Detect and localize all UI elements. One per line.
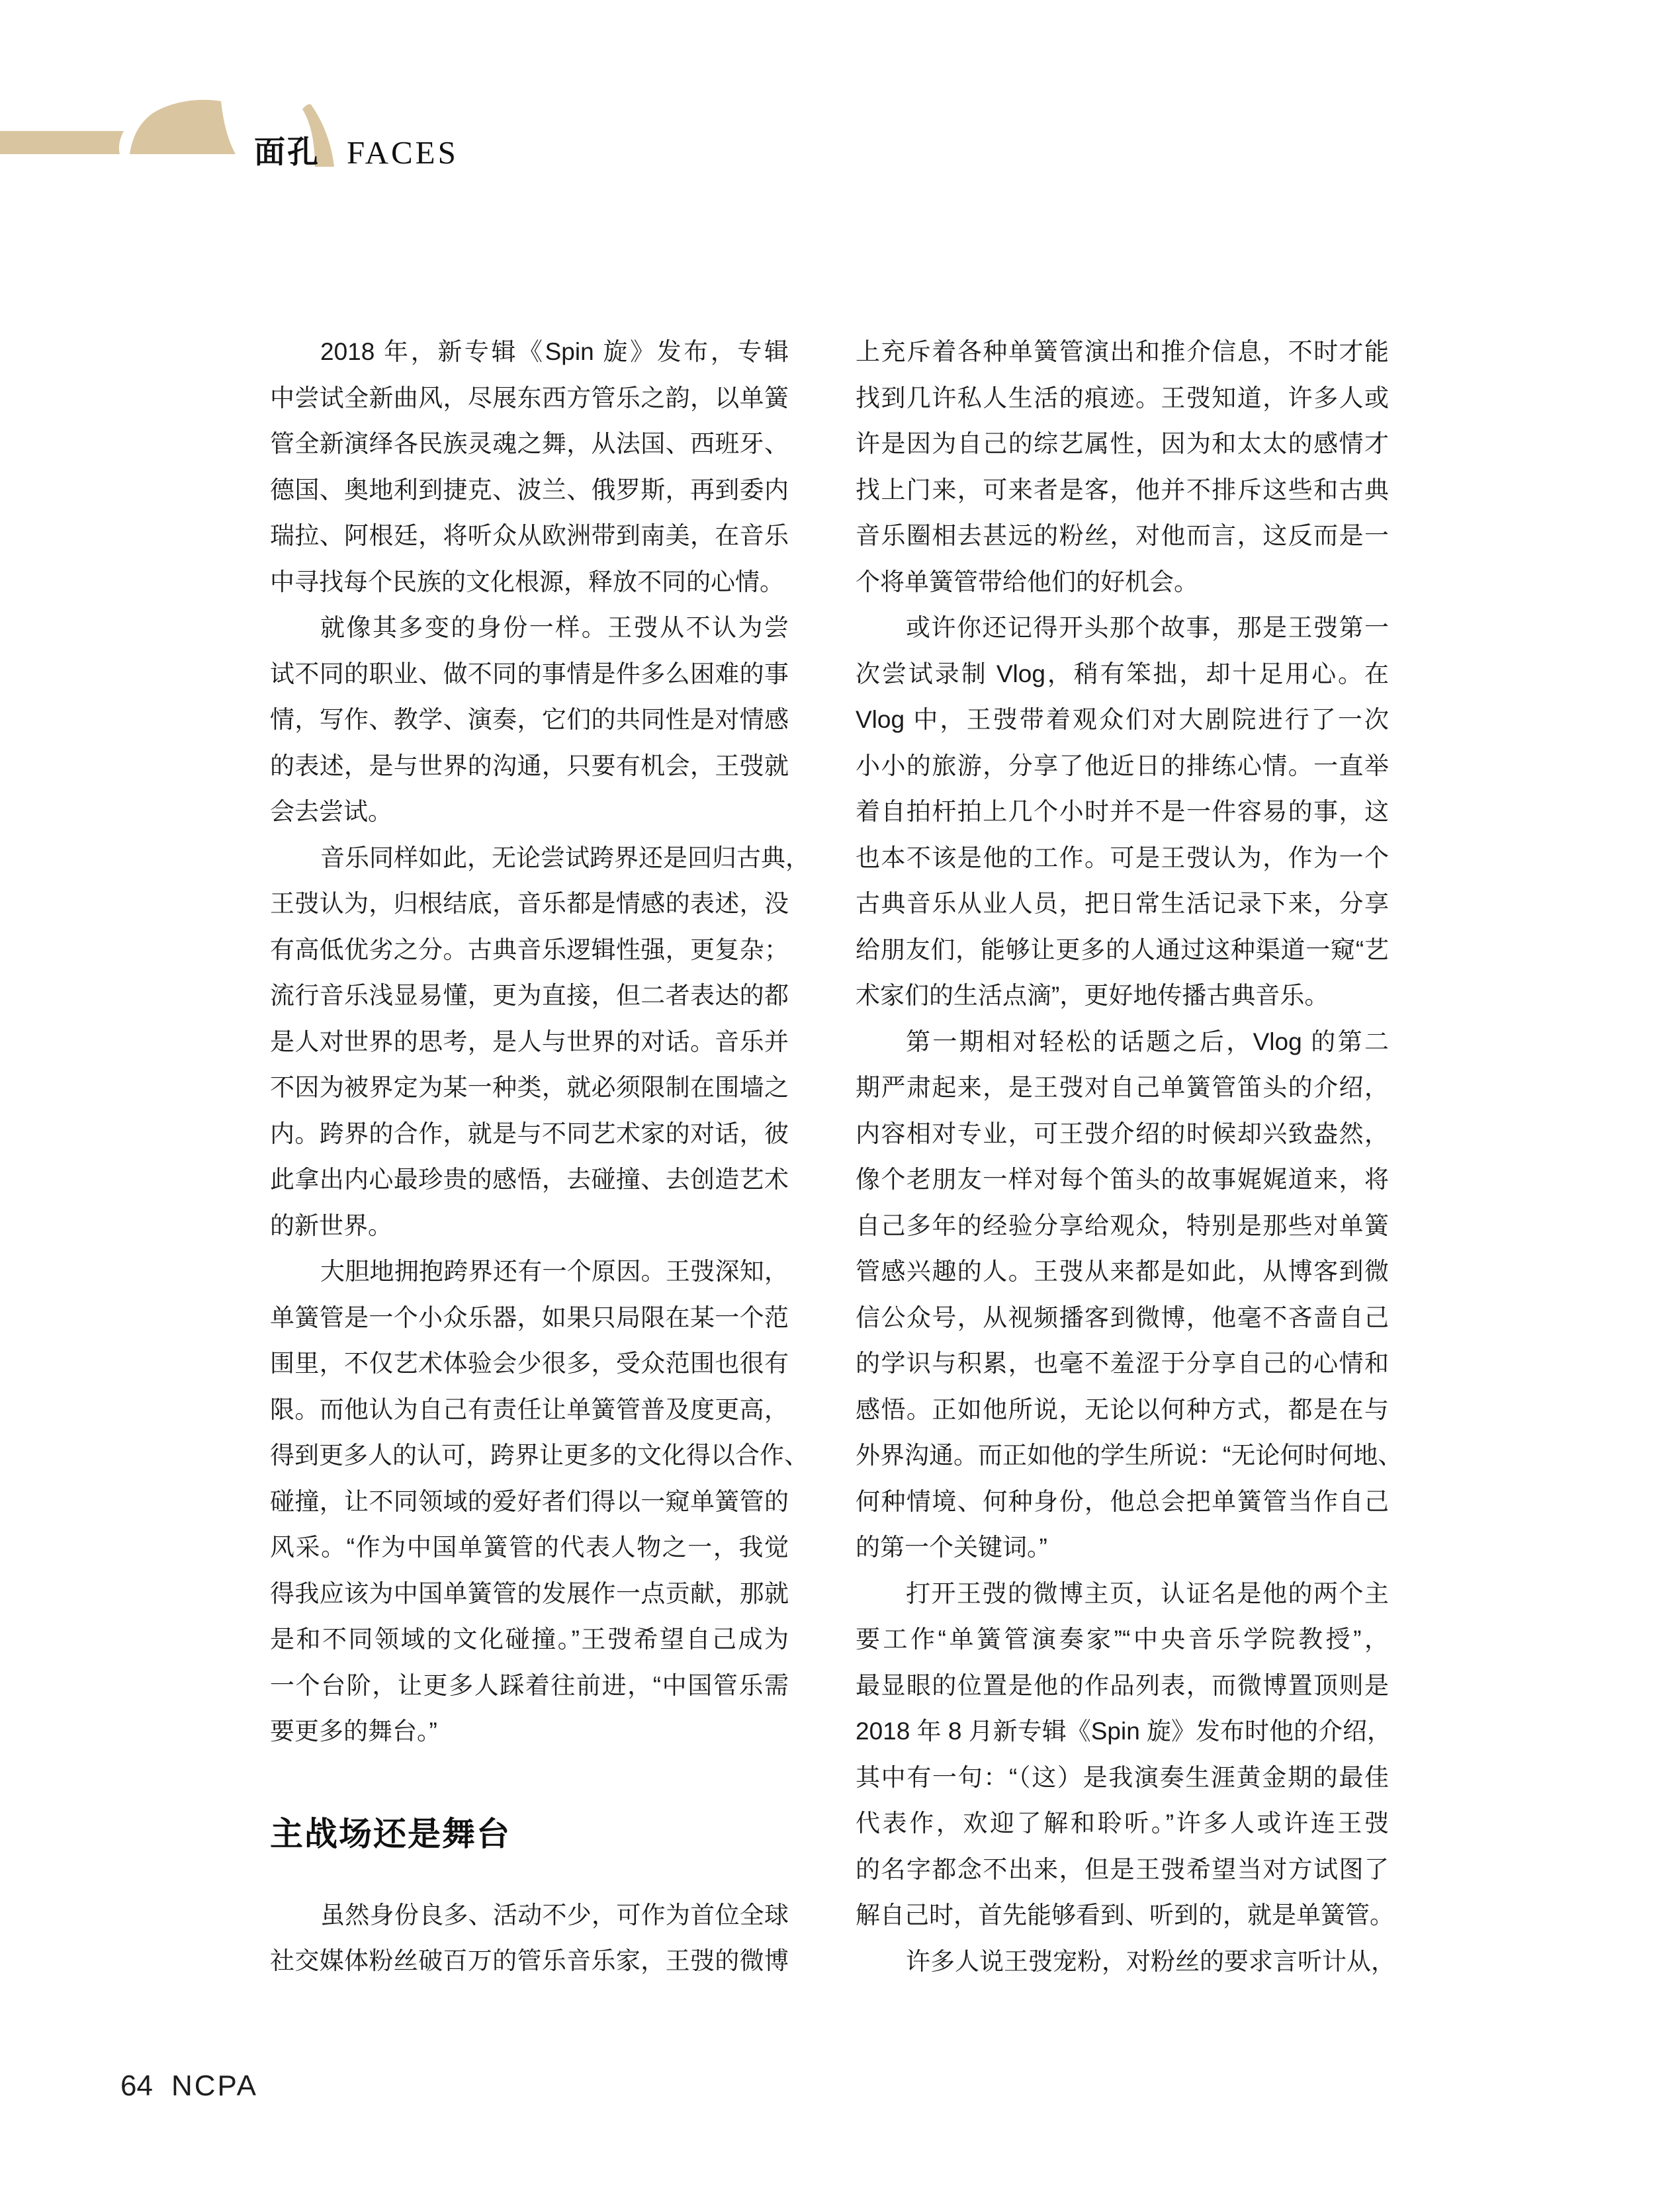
text-line: 的表述，是与世界的沟通，只要有机会，王弢就 <box>270 752 789 779</box>
text-line: 解自己时，首先能够看到、听到的，就是单簧管。 <box>856 1902 1394 1929</box>
text-line: 其中有一句：“（这）是我演奏生涯黄金期的最佳 <box>856 1763 1389 1791</box>
text-line: 也本不该是他的工作。可是王弢认为，作为一个 <box>856 844 1389 871</box>
text-line: 古典音乐从业人员，把日常生活记录下来，分享 <box>856 890 1389 917</box>
text-line: 感悟。正如他所说，无论以何种方式，都是在与 <box>856 1395 1389 1423</box>
text-line: 给朋友们，能够让更多的人通过这种渠道一窥“艺 <box>856 936 1389 963</box>
section-title-english: FACES <box>347 134 459 171</box>
text-line: 术家们的生活点滴”，更好地传播古典音乐。 <box>856 982 1329 1009</box>
text-line: 何种情境、何种身份，他总会把单簧管当作自己 <box>856 1487 1389 1515</box>
text-line: 的第一个关键词。” <box>856 1534 1047 1561</box>
text-line: 会去尝试。 <box>270 798 392 825</box>
article-left-column <box>270 329 810 1984</box>
text-line: 音乐圈相去甚远的粉丝，对他而言，这反而是一 <box>856 522 1389 549</box>
text-line: 大胆地拥抱跨界还有一个原因。王弢深知， <box>320 1258 789 1285</box>
text-line: 管感兴趣的人。王弢从来都是如此，从博客到微 <box>856 1258 1389 1285</box>
text-line: 就像其多变的身份一样。王弢从不认为尝 <box>320 614 789 641</box>
text-line: 德国、奥地利到捷克、波兰、俄罗斯，再到委内 <box>270 476 789 503</box>
text-line: 试不同的职业、做不同的事情是件多么困难的事 <box>270 660 789 687</box>
text-line: 内容相对专业，可王弢介绍的时候却兴致盎然， <box>856 1119 1389 1147</box>
article-right-column <box>856 329 1403 1984</box>
text-line: 要工作“单簧管演奏家”“中央音乐学院教授”， <box>856 1626 1389 1653</box>
text-line: 次尝试录制 Vlog，稍有笨拙，却十足用心。在 <box>856 660 1389 687</box>
text-line: 许是因为自己的综艺属性，因为和太太的感情才 <box>856 430 1389 457</box>
text-line: 中尝试全新曲风，尽展东西方管乐之韵，以单簧 <box>270 384 789 412</box>
text-line: 内。跨界的合作，就是与不同艺术家的对话，彼 <box>270 1119 789 1147</box>
text-line: 瑞拉、阿根廷，将听众从欧洲带到南美，在音乐 <box>270 522 789 549</box>
text-line: 一个台阶，让更多人踩着往前进，“中国管乐需 <box>270 1671 789 1699</box>
section-heading: 主战场还是舞台 <box>270 1815 511 1853</box>
text-line: 风采。“作为中国单簧管的代表人物之一，我觉 <box>270 1534 789 1561</box>
text-line: 许多人说王弢宠粉，对粉丝的要求言听计从， <box>906 1947 1395 1975</box>
text-line: 有高低优劣之分。古典音乐逻辑性强，更复杂； <box>270 936 789 963</box>
text-line: 得我应该为中国单簧管的发展作一点贡献，那就 <box>270 1579 789 1607</box>
text-line: 中寻找每个民族的文化根源，释放不同的心情。 <box>270 568 784 595</box>
text-line: 自己多年的经验分享给观众，特别是那些对单簧 <box>856 1211 1389 1239</box>
text-line: 小小的旅游，分享了他近日的排练心情。一直举 <box>856 752 1389 779</box>
text-line: 单簧管是一个小众乐器，如果只局限在某一个范 <box>270 1303 789 1331</box>
text-line: 外界沟通。而正如他的学生所说：“无论何时何地、 <box>856 1442 1403 1469</box>
text-line: 社交媒体粉丝破百万的管乐音乐家，王弢的微博 <box>270 1947 789 1974</box>
text-line: 虽然身份良多、活动不少，可作为首位全球 <box>320 1901 789 1929</box>
text-line: 打开王弢的微博主页，认证名是他的两个主 <box>906 1579 1389 1607</box>
text-line: 是人对世界的思考，是人与世界的对话。音乐并 <box>270 1028 789 1055</box>
text-line: 找到几许私人生活的痕迹。王弢知道，许多人或 <box>856 384 1389 412</box>
text-line: 上充斥着各种单簧管演出和推介信息，不时才能 <box>856 338 1389 365</box>
text-line: 得到更多人的认可，跨界让更多的文化得以合作、 <box>270 1442 809 1469</box>
text-line: 碰撞，让不同领域的爱好者们得以一窥单簧管的 <box>270 1487 789 1515</box>
text-line: 管全新演绎各民族灵魂之舞，从法国、西班牙、 <box>270 430 789 457</box>
text-line: 的名字都念不出来，但是王弢希望当对方试图了 <box>856 1855 1389 1883</box>
text-line: 不因为被界定为某一种类，就必须限制在围墙之 <box>270 1074 789 1101</box>
text-line: 着自拍杆拍上几个小时并不是一件容易的事，这 <box>856 798 1389 825</box>
text-line: 围里，不仅艺术体验会少很多，受众范围也很有 <box>270 1350 789 1377</box>
text-line: 的新世界。 <box>270 1211 392 1239</box>
text-line: 的学识与积累，也毫不羞涩于分享自己的心情和 <box>856 1350 1389 1377</box>
text-line: 像个老朋友一样对每个笛头的故事娓娓道来，将 <box>856 1166 1389 1193</box>
text-line: 个将单簧管带给他们的好机会。 <box>856 568 1198 595</box>
page-footer <box>120 2070 258 2103</box>
text-line: 限。而他认为自己有责任让单簧管普及度更高， <box>270 1395 789 1423</box>
text-line: 2018 年 8 月新专辑《Spin 旋》发布时他的介绍， <box>856 1718 1392 1745</box>
page-number: 64 <box>120 2070 153 2102</box>
text-line: 2018 年，新专辑《Spin 旋》发布，专辑 <box>320 338 789 365</box>
text-line: 代表作，欢迎了解和聆听。”许多人或许连王弢 <box>856 1810 1389 1837</box>
text-line: 此拿出内心最珍贵的感悟，去碰撞、去创造艺术 <box>270 1166 789 1193</box>
text-line: 王弢认为，归根结底，音乐都是情感的表述，没 <box>270 890 789 917</box>
text-line: Vlog 中，王弢带着观众们对大剧院进行了一次 <box>856 706 1389 733</box>
text-line: 流行音乐浅显易懂，更为直接，但二者表达的都 <box>270 982 789 1009</box>
text-line: 期严肃起来，是王弢对自己单簧管笛头的介绍， <box>856 1074 1389 1101</box>
text-line: 或许你还记得开头那个故事，那是王弢第一 <box>906 614 1389 641</box>
text-line: 第一期相对轻松的话题之后，Vlog 的第二 <box>906 1028 1389 1055</box>
publication-name: NCPA <box>171 2070 258 2102</box>
text-line: 是和不同领域的文化碰撞。”王弢希望自己成为 <box>270 1626 789 1653</box>
text-line: 要更多的舞台。” <box>270 1718 437 1745</box>
section-title-chinese: 面孔 <box>254 134 320 169</box>
text-line: 最显眼的位置是他的作品列表，而微博置顶则是 <box>856 1671 1389 1699</box>
swoosh-leaf-shape <box>130 100 236 154</box>
text-line: 音乐同样如此，无论尝试跨界还是回归古典， <box>320 844 810 871</box>
text-line: 找上门来，可来者是客，他并不排斥这些和古典 <box>856 476 1389 503</box>
swoosh-bar-shape <box>0 131 124 154</box>
text-line: 情，写作、教学、演奏，它们的共同性是对情感 <box>270 706 789 733</box>
text-line: 信公众号，从视频播客到微博，他毫不吝啬自己 <box>856 1303 1389 1331</box>
